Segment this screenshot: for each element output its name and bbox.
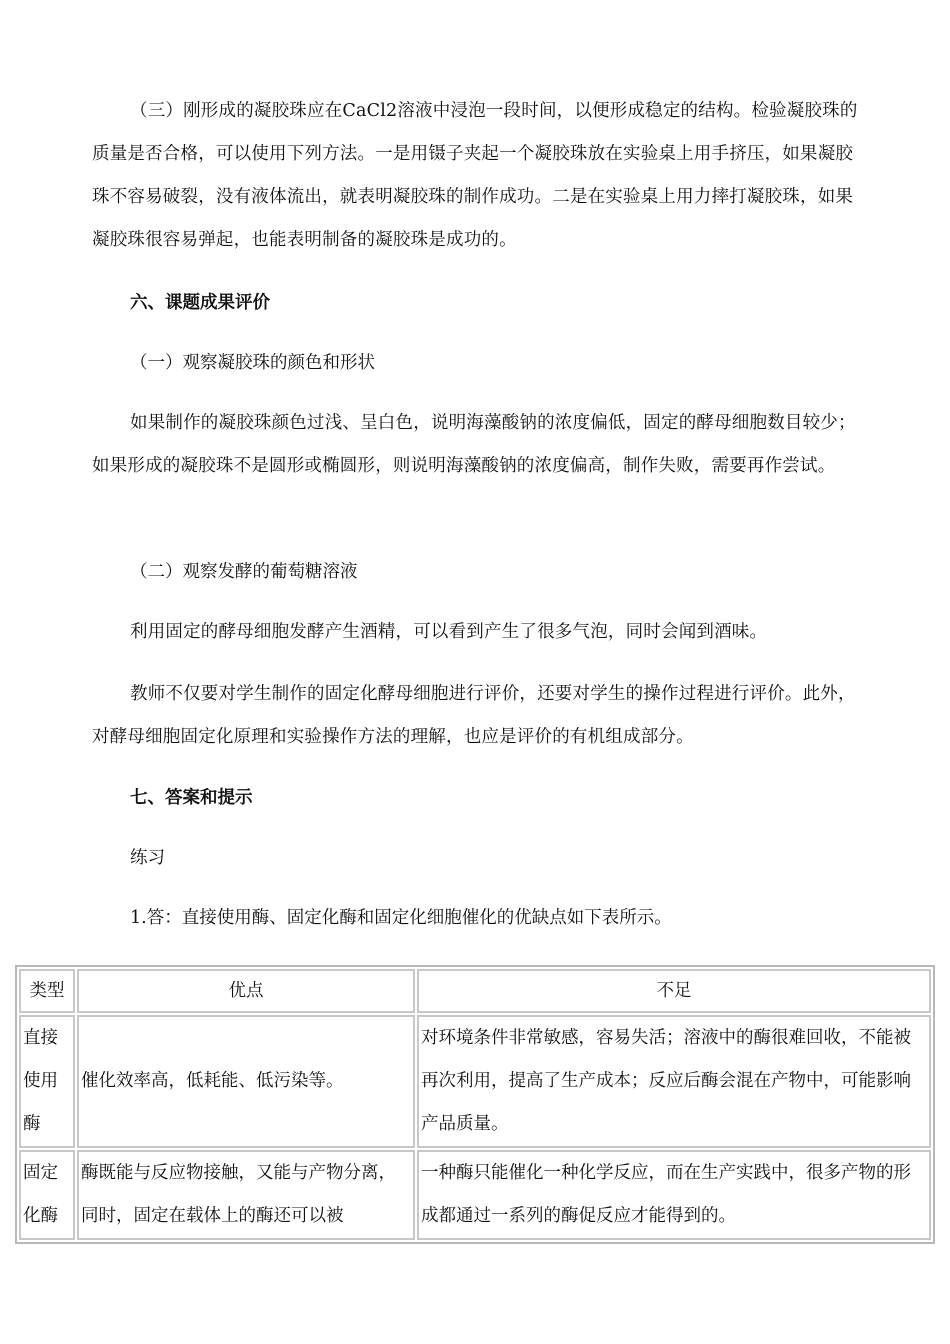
section-heading-answers: 七、答案和提示 [130,788,253,808]
cell-cons: 一种酶只能催化一种化学反应，而在生产实践中，很多产物的形成都通过一系列的酶促反应才能得到的。 [417,1150,931,1240]
answer-intro: 1.答：直接使用酶、固定化酶和固定化细胞催化的优缺点如下表所示。 [130,908,672,928]
cell-pros: 酶既能与反应物接触，又能与产物分离，同时，固定在载体上的酶还可以被 [77,1150,415,1240]
table-header-row [19,969,931,1013]
cell-type: 固定化酶 [19,1150,75,1240]
header-type: 类型 [19,969,75,1013]
cell-type: 直接使用酶 [19,1015,75,1148]
table-row [19,1015,931,1148]
comparison-table [15,965,935,1244]
header-pros: 优点 [77,969,415,1013]
paragraph-gel-bead-quality: （三）刚形成的凝胶珠应在CaCl2溶液中浸泡一段时间，以便形成稳定的结构。检验凝胶珠的质量是否合格，可以使用下列方法。一是用镊子夹起一个凝胶珠放在实验桌上用手挤压，如果凝胶珠不容易破裂，没有液体流出，就表明凝胶珠的制作成功。二是在实验桌上用力摔打凝胶珠，如果凝胶珠很容易弹起，也能表明制备的凝胶珠是成功的。 [92,101,858,250]
paragraph-teacher-evaluation: 教师不仅要对学生制作的固定化酵母细胞进行评价，还要对学生的操作过程进行评价。此外，对酵母细胞固定化原理和实验操作方法的理解，也应是评价的有机组成部分。 [92,684,856,747]
table-row [19,1150,931,1240]
cell-cons: 对环境条件非常敏感，容易失活；溶液中的酶很难回收，不能被再次利用，提高了生产成本；反应后酶会混在产物中，可能影响产品质量。 [417,1015,931,1148]
paragraph-color-shape: 如果制作的凝胶珠颜色过浅、呈白色，说明海藻酸钠的浓度偏低，固定的酵母细胞数目较少；如果形成的凝胶珠不是圆形或椭圆形，则说明海藻酸钠的浓度偏高，制作失败，需要再作尝试。 [92,413,856,476]
paragraph-fermentation: 利用固定的酵母细胞发酵产生酒精，可以看到产生了很多气泡，同时会闻到酒味。 [130,622,768,642]
subheading-exercise: 练习 [130,848,165,868]
header-cons: 不足 [417,969,931,1013]
subheading-observe-fermentation: （二）观察发酵的葡萄糖溶液 [130,562,358,582]
section-heading-evaluation: 六、课题成果评价 [130,293,270,313]
subheading-observe-color: （一）观察凝胶珠的颜色和形状 [130,353,375,373]
cell-pros: 催化效率高，低耗能、低污染等。 [77,1015,415,1148]
